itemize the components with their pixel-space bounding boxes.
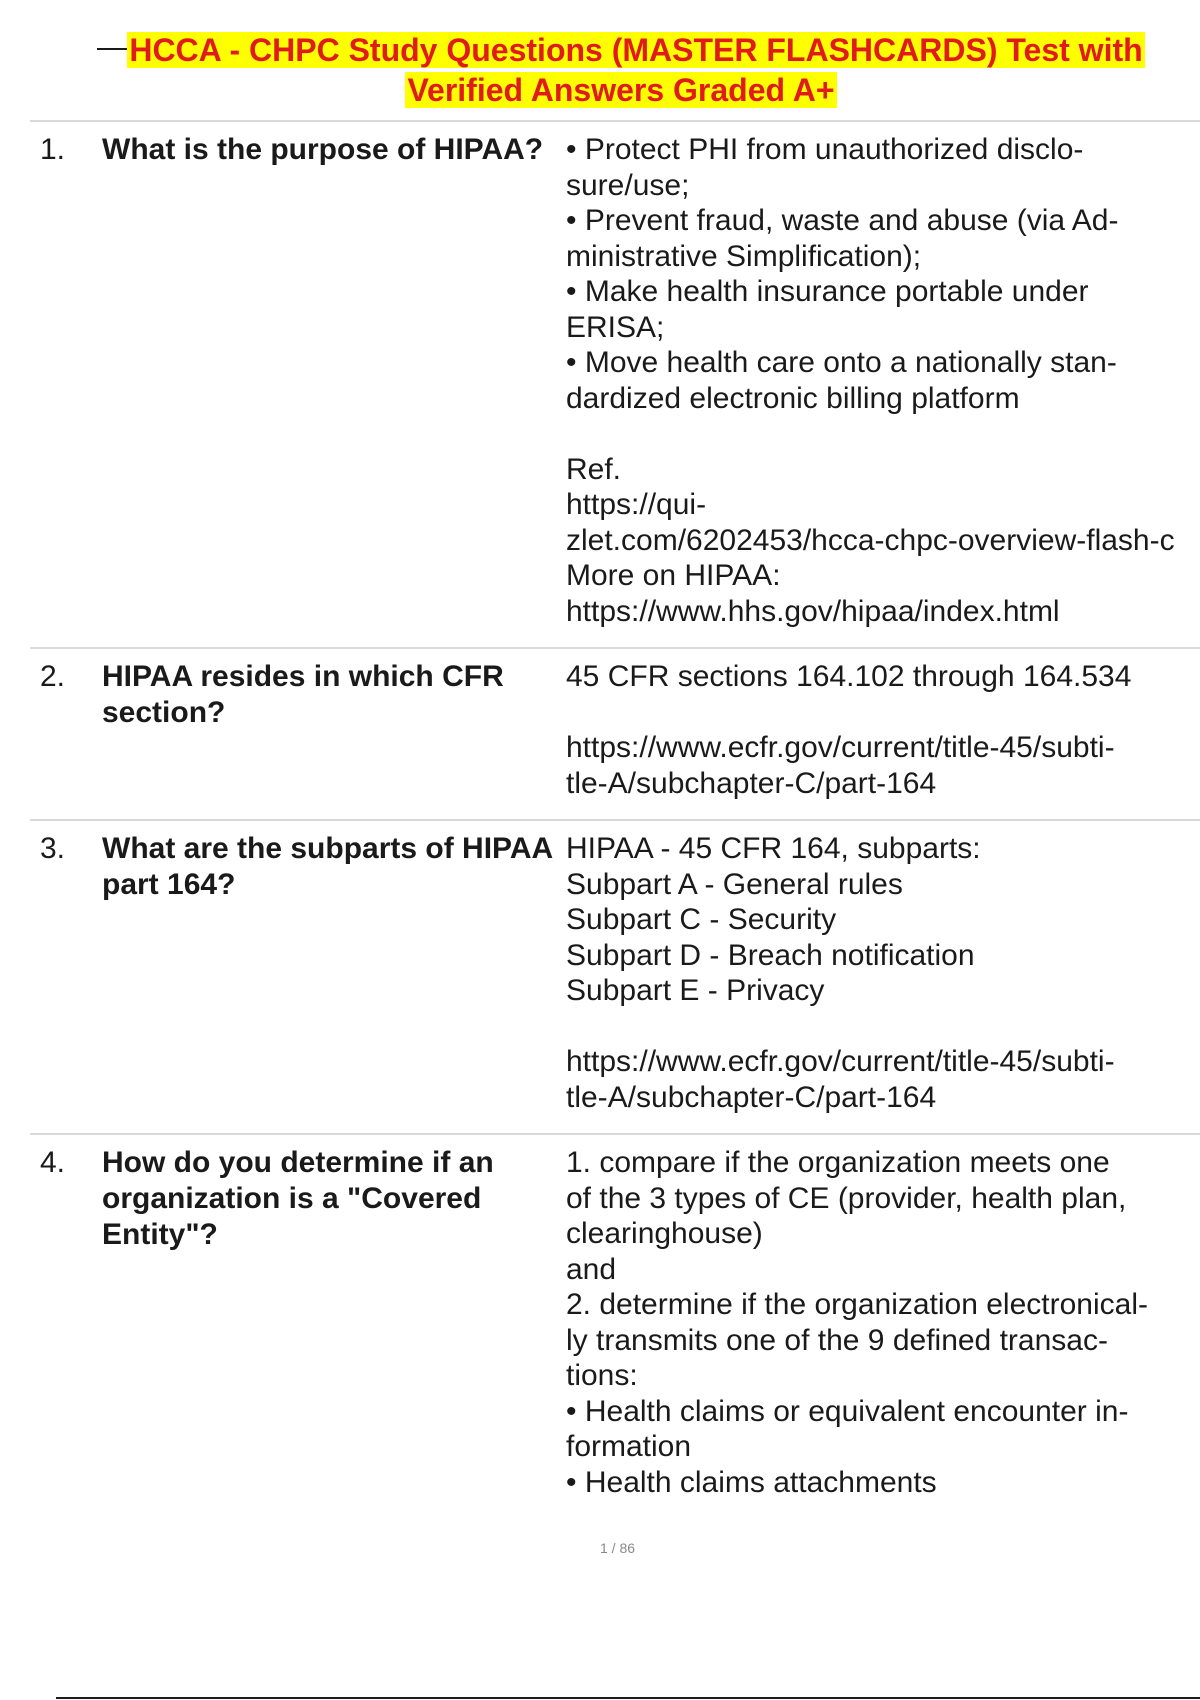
flashcard-4 xyxy=(30,1133,1200,1518)
card-number: 1. xyxy=(40,133,66,166)
card-answer: 1. compare if the organization meets one of the 3 types of CE (provider, health plan, clearinghouse) and 2. determine if the organization electronical- ly transmits one of the 9 defined transac- tions: • Health claims or equivalent encounter in- formation • Health claims attachments xyxy=(566,1146,1148,1499)
bottom-divider xyxy=(56,1697,1200,1699)
card-number: 2. xyxy=(40,660,66,693)
card-answer: • Protect PHI from unauthorized disclo- sure/use; • Prevent fraud, waste and abuse (via Ad- ministrative Simplification); • Make health insurance portable under ERISA; • Move health care onto a nationally stan- dardized electronic billing platform Ref. https://qui- zlet.com/6202453/hcca-chpc-overview-flash-c More on HIPAA: https://www.hhs.gov/hipaa/index.html xyxy=(566,133,1175,628)
card-answer: 45 CFR sections 164.102 through 164.534 https://www.ecfr.gov/current/title-45/subti- tle-A/subchapter-C/part-164 xyxy=(566,660,1132,800)
card-number: 4. xyxy=(40,1146,66,1179)
card-number: 3. xyxy=(40,832,66,865)
card-question: How do you determine if an organization is a "Covered Entity"? xyxy=(102,1146,494,1251)
title-line-2 xyxy=(56,70,1186,110)
card-question: What is the purpose of HIPAA? xyxy=(102,133,544,166)
flashcard-2 xyxy=(30,647,1200,819)
title-dash xyxy=(97,48,127,50)
page-number: 1 / 86 xyxy=(599,1540,636,1556)
card-answer: HIPAA - 45 CFR 164, subparts: Subpart A - General rules Subpart C - Security Subpart D - Breach notification Subpart E - Privacy https://www.ecfr.gov/current/title-45/subti- tle-A/subchapter-C/part-164 xyxy=(566,832,1115,1114)
flashcard-1 xyxy=(30,120,1200,647)
document-title xyxy=(56,30,1186,110)
flashcard-3 xyxy=(30,819,1200,1133)
flashcard-list xyxy=(30,120,1200,1518)
title-text-1: HCCA - CHPC Study Questions (MASTER FLASHCARDS) Test with xyxy=(129,32,1143,68)
title-text-2: Verified Answers Graded A+ xyxy=(407,72,835,108)
title-line-1 xyxy=(56,30,1186,70)
card-question: What are the subparts of HIPAA part 164? xyxy=(102,832,553,901)
card-question: HIPAA resides in which CFR section? xyxy=(102,660,504,729)
